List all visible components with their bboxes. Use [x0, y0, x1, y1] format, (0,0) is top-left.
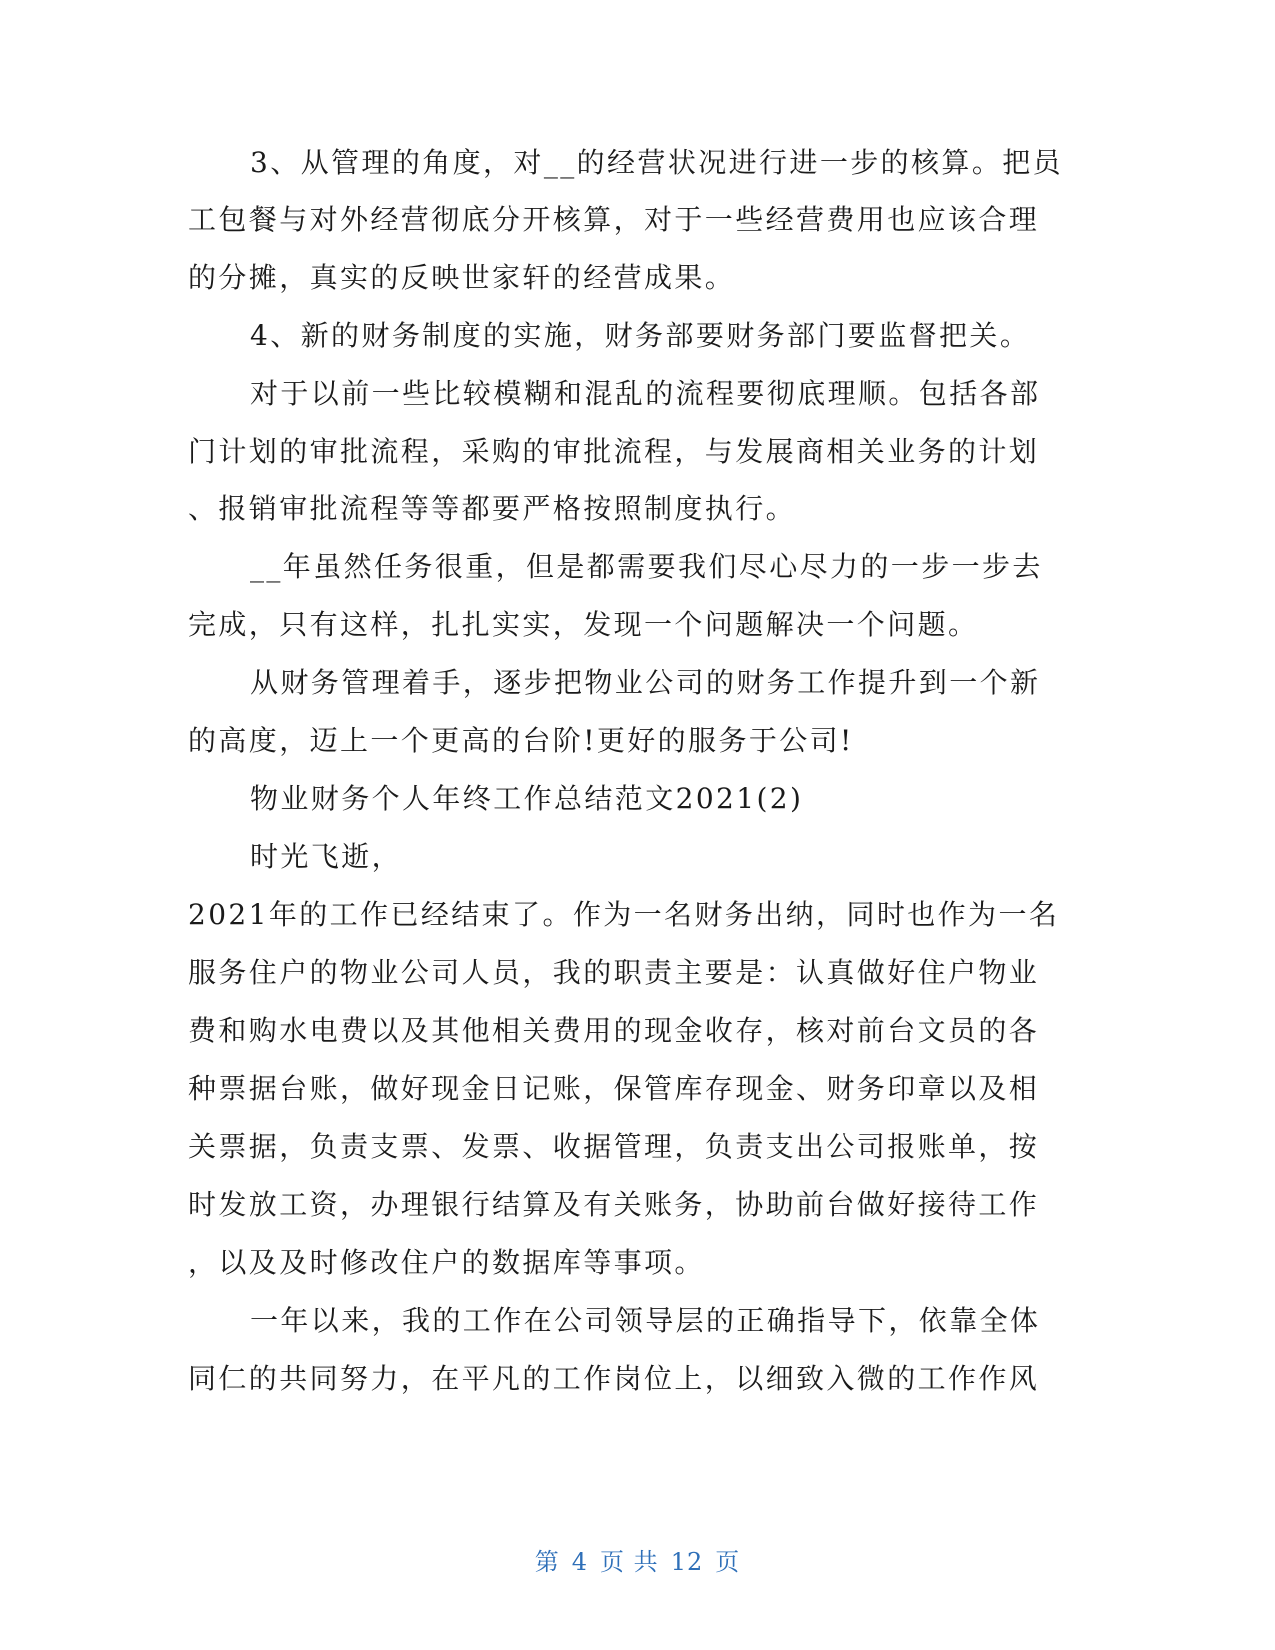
- footer-middle: 页 共: [600, 1548, 659, 1576]
- text-line: 服务住户的物业公司人员，我的职责主要是：认真做好住户物业: [188, 956, 1040, 989]
- text-line: 2021年的工作已经结束了。作为一名财务出纳，同时也作为一名: [188, 898, 1060, 931]
- text-line: 从财务管理着手，逐步把物业公司的财务工作提升到一个新: [250, 666, 1041, 699]
- text-line: 种票据台账，做好现金日记账，保管库存现金、财务印章以及相: [188, 1072, 1040, 1105]
- text-line: 3、从管理的角度，对__的经营状况进行进一步的核算。把员: [250, 146, 1064, 179]
- footer-suffix: 页: [715, 1548, 741, 1576]
- text-line: 的分摊，真实的反映世家轩的经营成果。: [188, 261, 736, 294]
- text-line: 对于以前一些比较模糊和混乱的流程要彻底理顺。包括各部: [250, 377, 1041, 410]
- section-heading: 物业财务个人年终工作总结范文2021(2): [250, 782, 804, 815]
- text-line: 时发放工资，办理银行结算及有关账务，协助前台做好接待工作: [188, 1188, 1040, 1221]
- footer-page-number: 4: [571, 1548, 589, 1576]
- text-line: 完成，只有这样，扎扎实实，发现一个问题解决一个问题。: [188, 608, 979, 641]
- text-line: ，以及及时修改住户的数据库等事项。: [188, 1246, 705, 1279]
- text-line: 时光飞逝，: [250, 840, 403, 873]
- text-line: __年虽然任务很重，但是都需要我们尽心尽力的一步一步去: [250, 550, 1043, 583]
- footer-prefix: 第: [534, 1548, 560, 1576]
- text-line: 的高度，迈上一个更高的台阶!更好的服务于公司!: [188, 724, 854, 757]
- text-line: 一年以来，我的工作在公司领导层的正确指导下，依靠全体: [250, 1304, 1041, 1337]
- text-line: 4、新的财务制度的实施，财务部要财务部门要监督把关。: [250, 319, 1031, 352]
- page-footer: [0, 1542, 1275, 1577]
- text-line: 、报销审批流程等等都要严格按照制度执行。: [188, 492, 797, 525]
- text-line: 同仁的共同努力，在平凡的工作岗位上，以细致入微的工作作风: [188, 1362, 1040, 1395]
- text-line: 关票据，负责支票、发票、收据管理，负责支出公司报账单，按: [188, 1130, 1040, 1163]
- text-line: 工包餐与对外经营彻底分开核算，对于一些经营费用也应该合理: [188, 203, 1040, 236]
- footer-total-pages: 12: [670, 1548, 704, 1576]
- text-line: 门计划的审批流程，采购的审批流程，与发展商相关业务的计划: [188, 435, 1040, 468]
- text-line: 费和购水电费以及其他相关费用的现金收存，核对前台文员的各: [188, 1014, 1040, 1047]
